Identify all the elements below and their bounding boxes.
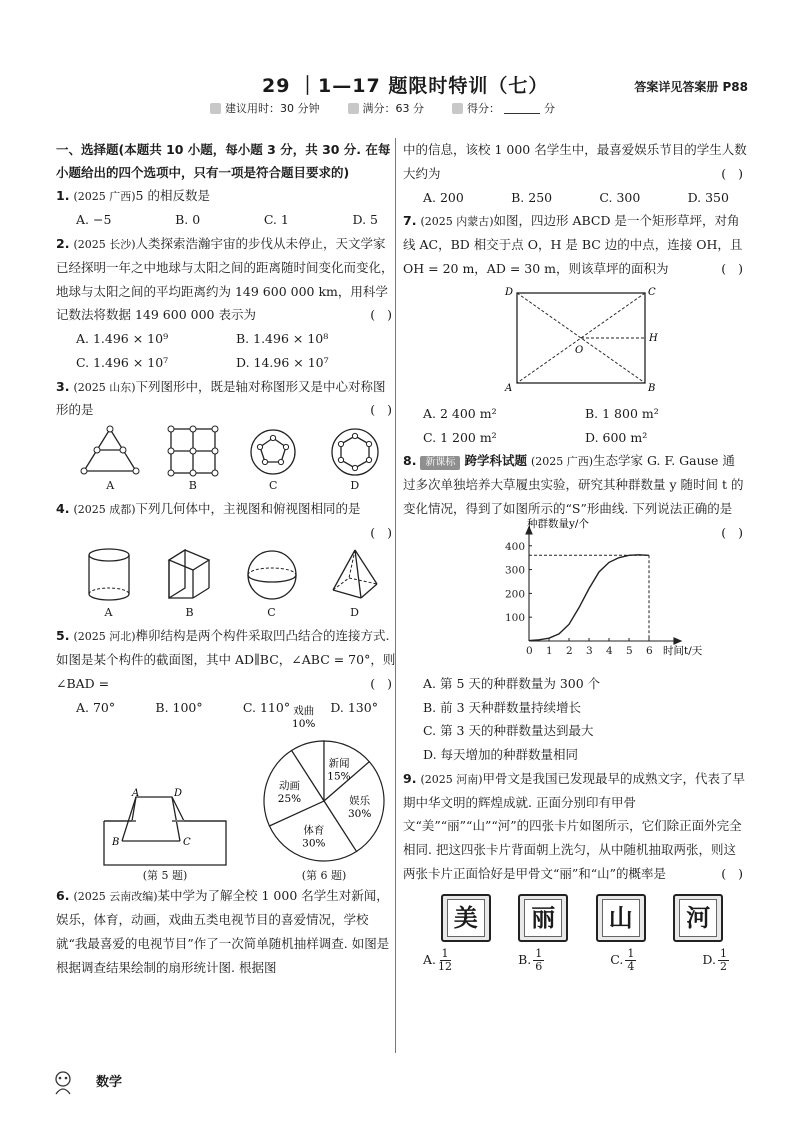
option[interactable]: B. 0 <box>175 212 201 228</box>
y-tick-label: 300 <box>505 564 526 577</box>
option[interactable]: C. 1 <box>263 212 289 228</box>
pie-slice-percent: 10% <box>292 718 316 731</box>
q5-caption: (第 5 题) <box>142 869 188 883</box>
score-icon <box>348 103 359 114</box>
question-7: 7. (2025 内蒙古)如图，四边形 ABCD 是一个矩形草坪，对角线 AC，BD 相交于点 O，H 是 BC 边的中点，连接 OH，且 OH = 20 m，AD = 30 m，则该草坪的面积为 ( ) <box>403 209 747 280</box>
x-axis-label: 时间t/天 <box>663 644 703 657</box>
oracle-cards <box>403 886 747 948</box>
pie-slice-percent: 30% <box>302 837 326 850</box>
pie-slice-label: 动画 <box>278 780 300 793</box>
question-5-options <box>56 696 396 720</box>
pie-slice-percent: 15% <box>327 770 351 783</box>
x-tick-label: 1 <box>546 644 553 657</box>
question-4-figures <box>56 546 396 621</box>
option[interactable]: A. 70° <box>76 699 116 715</box>
pie-slice-percent: 25% <box>277 793 302 806</box>
figure-d: D <box>327 546 383 621</box>
oracle-card: 美 <box>441 894 491 942</box>
score-blank[interactable] <box>504 103 540 114</box>
x-tick-label: 2 <box>566 644 573 657</box>
question-8: 8. 新课标 跨学科试题 (2025 广西)生态学家 G. F. Gause 通过多次单独培养大草履虫实验，研究其种群数量 y 随时间 t 的变化情况，得到了如图所示的“S”形曲线. 下列说法正确的是 ( ) <box>403 449 747 520</box>
answer-paren[interactable]: ( ) <box>721 524 747 540</box>
rectangle-diagram <box>503 285 663 393</box>
oracle-card: 河 <box>673 894 723 942</box>
question-9-options <box>403 948 747 973</box>
q7-figure <box>403 281 747 402</box>
option[interactable]: C. 1 200 m² <box>423 429 497 445</box>
q6-caption: (第 6 题) <box>301 869 347 883</box>
option[interactable]: A. 200 <box>423 189 464 205</box>
label-h: H <box>649 332 658 344</box>
time-info: 建议用时：30 分钟 <box>210 100 320 117</box>
question-6-options <box>403 186 747 210</box>
grid-circles-figure <box>165 425 221 477</box>
question-3: 3. (2025 山东)下列图形中，既是轴对称图形又是中心对称图形的是 ( ) <box>56 375 396 423</box>
option[interactable]: D. 350 <box>687 189 729 205</box>
label-c: C <box>183 837 191 849</box>
x-tick-label: 0 <box>526 644 533 657</box>
cylinder-figure <box>82 546 136 604</box>
pyramid-figure <box>327 546 383 604</box>
y-tick-label: 200 <box>505 588 526 601</box>
figure-a: A <box>82 546 136 621</box>
pie-slice-label: 体育 <box>303 824 325 837</box>
sphere-figure <box>244 546 300 604</box>
tenon-section-figure <box>100 789 230 867</box>
option[interactable]: B. 1 800 m² <box>585 405 659 421</box>
question-1-options <box>56 208 396 232</box>
option[interactable]: A. 第 5 天的种群数量为 300 个 <box>423 675 601 691</box>
question-6-continued: 中的信息，该校 1 000 名学生中，最喜爱娱乐节目的学生人数大约为 ( ) <box>403 138 747 186</box>
label-c: C <box>648 286 656 298</box>
answer-paren[interactable]: ( ) <box>721 865 747 881</box>
answer-reference: 答案详见答案册 P88 <box>634 80 748 94</box>
left-column <box>56 138 396 979</box>
pie-slice-label: 娱乐 <box>349 795 371 808</box>
question-7-options <box>403 402 747 450</box>
option[interactable]: B. 100° <box>155 699 203 715</box>
option[interactable]: B. 1.496 × 10⁸ <box>236 331 329 347</box>
x-tick-label: 6 <box>646 644 653 657</box>
option[interactable]: D. 14.96 × 10⁷ <box>236 354 329 370</box>
question-2: 2. (2025 长沙)人类探索浩瀚宇宙的步伐从未停止，天文学家已经探明一年之中地球与太阳之间的距离随时间变化而变化，地球与太阳之间的平均距离约为 149 600 000 km，用科学记数法将数据 149 600 000 表示为 ( ) <box>56 232 396 327</box>
option[interactable]: B. 250 <box>511 189 553 205</box>
mascot-icon <box>48 1068 78 1098</box>
pie-slice-label: 新闻 <box>328 757 350 770</box>
score-field[interactable]: 得分： 分 <box>452 100 555 117</box>
label-d: D <box>505 286 514 298</box>
option[interactable]: D. 每天增加的种群数量相同 <box>423 747 579 763</box>
question-1: 1. (2025 广西)5 的相反数是 <box>56 188 210 204</box>
option[interactable]: B. 前 3 天种群数量持续增长 <box>423 699 582 715</box>
answer-paren[interactable]: ( ) <box>370 675 396 691</box>
page-footer <box>48 1068 122 1098</box>
figure-a: A <box>80 425 140 494</box>
x-tick-label: 5 <box>626 644 633 657</box>
y-axis-label: 种群数量y/个 <box>527 517 589 530</box>
prism-figure <box>163 546 217 604</box>
question-4: 4. (2025 成都)下列几何体中，主视图和俯视图相同的是 <box>56 501 361 517</box>
figure-d: D <box>326 425 384 494</box>
option[interactable]: A. $\frac{1}{12}$ <box>423 946 453 973</box>
triangle-circles-figure <box>80 425 140 477</box>
q8-figure <box>403 517 747 672</box>
section-heading: 一、选择题(本题共 10 小题，每小题 3 分，共 30 分. 在每小题给出的四个选项中，只有一项是符合题目要求的) <box>56 142 391 181</box>
series-line <box>529 554 649 640</box>
figure-b: B <box>163 546 217 621</box>
figure-c: C <box>245 425 301 494</box>
pen-icon <box>452 103 463 114</box>
question-3-figures <box>56 425 396 494</box>
question-2-options <box>56 327 396 375</box>
option[interactable]: C. $\frac{1}{4}$ <box>610 946 635 973</box>
option[interactable]: A. −5 <box>76 212 112 228</box>
oracle-card: 丽 <box>518 894 568 942</box>
option[interactable]: D. $\frac{1}{2}$ <box>702 946 727 973</box>
answer-paren[interactable]: ( ) <box>370 402 396 418</box>
label-o: O <box>575 344 584 356</box>
label-a: A <box>505 382 513 394</box>
y-tick-label: 100 <box>505 611 526 624</box>
option[interactable]: D. 130° <box>330 699 378 715</box>
option[interactable]: B. $\frac{1}{6}$ <box>518 946 543 973</box>
answer-paren[interactable]: ( ) <box>721 260 747 276</box>
question-5: 5. (2025 河北)榫卯结构是两个构件采取凹凸结合的连接方式. 如图是某个构件的截面图，其中 AD∥BC，∠ABC = 70°，则∠BAD = ( ) <box>56 624 396 695</box>
label-b: B <box>112 837 120 849</box>
option[interactable]: C. 110° <box>242 699 291 715</box>
option[interactable]: A. 1.496 × 10⁹ <box>76 331 169 347</box>
x-tick-label: 4 <box>606 644 613 657</box>
question-9: 9. (2025 河南)甲骨文是我国已发现最早的成熟文字，代表了早期中华文明的辉煌成就. 正面分别印有甲骨文“美”“丽”“山”“河”的四张卡片如图所示，它们除正面外完全相同. 把这四张卡片背面朝上洗匀，从中随机抽取两张，则这两张卡片正面恰好是甲骨文“丽”和“山”的概率是 ( ) <box>403 767 747 886</box>
option[interactable]: C. 300 <box>599 189 641 205</box>
subject-label: 数学 <box>96 1074 123 1090</box>
label-d: D <box>174 788 183 800</box>
x-tick-label: 3 <box>586 644 593 657</box>
page-title: 29 ｜1—17 题限时特训（七） <box>262 75 549 97</box>
figure-b: B <box>165 425 221 494</box>
option[interactable]: D. 5 <box>352 212 378 228</box>
pie-slice-label: 戏曲 <box>293 705 315 718</box>
pie-slice-percent: 30% <box>347 808 372 821</box>
label-a: A <box>132 788 140 800</box>
answer-paren[interactable]: ( ) <box>370 525 396 541</box>
info-row <box>210 100 555 117</box>
oracle-card: 山 <box>596 894 646 942</box>
label-b: B <box>648 382 656 394</box>
question-6: 6. (2025 云南改编)某中学为了解全校 1 000 名学生对新闻，娱乐，体育，动画，戏曲五类电视节目的喜爱情况，学校就“我最喜爱的电视节目”作了一次简单随机抽样调查. 如图是根据调查结果绘制的扇形统计图. 根据图 <box>56 888 390 975</box>
option[interactable]: C. 1.496 × 10⁷ <box>76 354 169 370</box>
answer-paren[interactable]: ( ) <box>721 165 747 181</box>
figure-c: C <box>244 546 300 621</box>
option[interactable]: A. 2 400 m² <box>423 405 497 421</box>
s-curve-chart <box>489 517 709 663</box>
q5-figure <box>100 789 230 884</box>
page-header <box>0 70 800 140</box>
clock-icon <box>210 103 221 114</box>
new-curriculum-badge: 新课标 <box>420 456 460 470</box>
full-score-info: 满分：63 分 <box>348 100 425 117</box>
y-tick-label: 400 <box>505 540 526 553</box>
option[interactable]: C. 第 3 天的种群数量达到最大 <box>423 723 594 739</box>
answer-paren[interactable]: ( ) <box>370 307 396 323</box>
right-column <box>403 138 747 973</box>
hexagon-circles-figure <box>326 425 384 477</box>
pentagon-circles-figure <box>245 425 301 477</box>
option[interactable]: D. 600 m² <box>585 429 648 445</box>
